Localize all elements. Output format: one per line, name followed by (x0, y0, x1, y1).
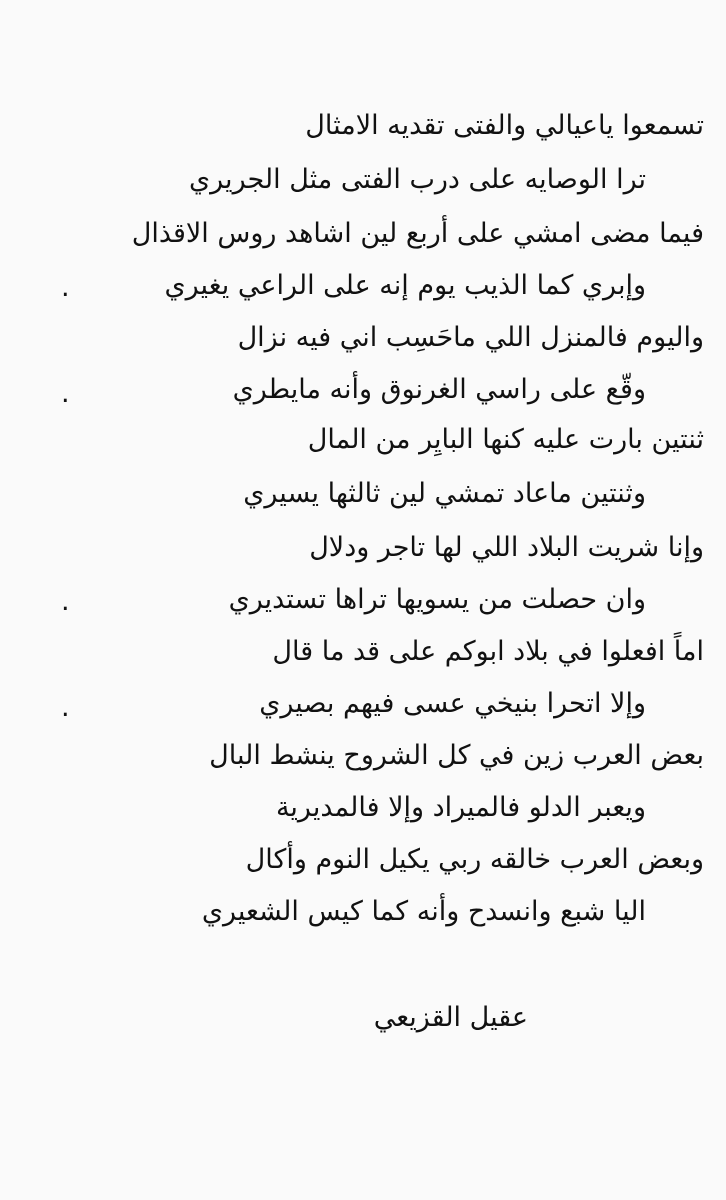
poem-line-15: وبعض العرب خالقه ربي يكيل النوم وأكال (245, 844, 704, 875)
poem-line-8: وثنتين ماعاد تمشي لين ثالثها يسيري (243, 478, 646, 509)
poem-line-13: بعض العرب زين في كل الشروح ينشط البال (209, 740, 704, 771)
poem-line-2: ترا الوصايه على درب الفتى مثل الجريري (189, 164, 646, 195)
poem-line-6: وقّع على راسي الغرنوق وأنه مايطري (232, 374, 646, 405)
poem-line-9: وإنا شريت البلاد اللي لها تاجر ودلال (309, 532, 704, 563)
line-dot-3: . (61, 586, 70, 617)
poem-line-5: واليوم فالمنزل اللي ماحَسِب اني فيه نزال (237, 322, 704, 353)
poem-line-16: اليا شبع وانسدح وأنه كما كيس الشعيري (201, 896, 646, 927)
poem-line-12: وإلا اتحرا بنيخي عسى فيهم بصيري (259, 688, 646, 719)
line-dot-2: . (61, 378, 70, 409)
poem-line-14: ويعبر الدلو فالميراد وإلا فالمديرية (275, 792, 646, 823)
poem-line-4: وإبري كما الذيب يوم إنه على الراعي يغيري (164, 270, 646, 301)
poem-line-7: ثنتين بارت عليه كنها البايِر من المال (307, 424, 704, 455)
line-dot-1: . (61, 272, 70, 303)
poem-line-3: فيما مضى امشي على أربع لين اشاهد روس الاقذال (131, 218, 704, 249)
poem-line-1: تسمعوا ياعيالي والفتى تقديه الامثال (305, 110, 704, 141)
poem-line-10: وان حصلت من يسويها تراها تستديري (228, 584, 646, 615)
poem-line-11: اماً افعلوا في بلاد ابوكم على قد ما قال (272, 636, 704, 667)
poem-signature: عقيل القزيعي (373, 1002, 528, 1033)
line-dot-4: . (61, 692, 70, 723)
